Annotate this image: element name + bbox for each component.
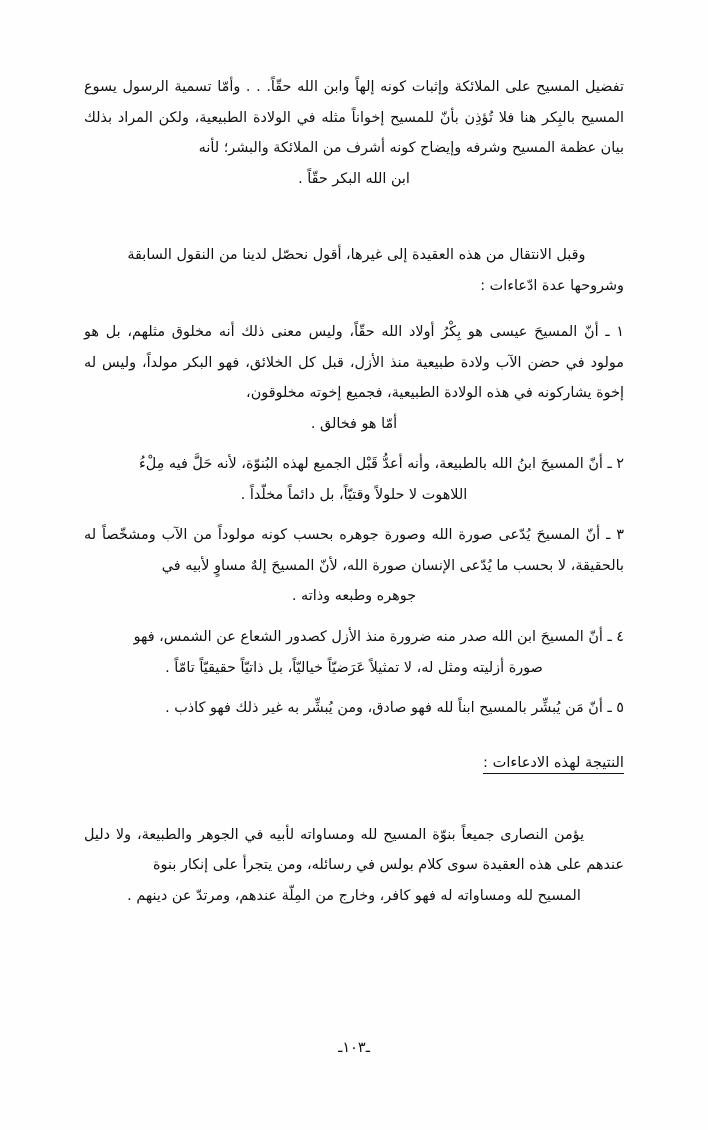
list-item-number: ٣ ـ <box>606 527 624 544</box>
paragraph-intro-text: تفضيل المسيح على الملائكة وإثبات كونه إلهاً وابن الله حقّاً. . . وأمّا تسمية الرسول يسوع المسيح بالبِكر هنا فلا تُؤذِن بأنّ للمسيح إخواناً مثله في الولادة الطبيعية، ولكن المراد بذلك بيان عظمة المسيح وشرفه وإيضاح كونه أشرف من الملائكة والبشر؛ لأنه <box>84 79 624 157</box>
claims-heading-text: النتيجة لهذه الادعاءات : <box>483 754 624 774</box>
list-item-number: ١ ـ <box>605 324 624 341</box>
page-content <box>84 72 624 911</box>
claims-heading <box>84 750 624 776</box>
paragraph-final-tail: المسيح لله ومساواته له فهو كافر، وخارج من المِلّة عندهم، ومرتدّ عن دينهم . <box>127 887 581 904</box>
paragraph-final <box>84 820 624 912</box>
paragraph-second-text: وقبل الانتقال من هذه العقيدة إلى غيرها، أقول نحصّل لدينا من النقول السابقة <box>127 247 586 264</box>
paragraph-second-tail: وشروحها عدة ادّعاءات : <box>480 277 624 294</box>
list-item <box>84 520 624 612</box>
list-item <box>84 622 624 683</box>
list-item-body: أنّ المسيحَ ابن الله صدر منه ضرورة منذ الأزل كصدور الشعاع عن الشمس، فهو <box>133 628 603 645</box>
list-item <box>84 317 624 439</box>
list-item-body: أنّ المسيحَ يُدّعى صورة الله وصورة جوهره بحسب كونه مولوداً من الآب ومشخّصاً له بالحقيقة، لا بحسب ما يُدّعى الإنسان صورة الله، لأنّ المسيحَ إلهٌ مساوٍ لأبيه في <box>84 527 624 574</box>
list-item-tail: أمّا هو فخالق . <box>310 415 398 432</box>
list-item-number: ٤ ـ <box>607 628 624 645</box>
list-item-body: أنّ مَن يُبشِّر بالمسيح ابناً لله فهو صادق، ومن يُبشِّر به غير ذلك فهو كاذب . <box>165 700 603 717</box>
list-item-body: أنّ المسيحَ ابنُ الله بالطبيعة، وأنه أعدُّ قَبْل الجميع لهذه البُنوّة، لأنه حَلَّ فيه مِلْءُ <box>138 456 603 473</box>
list-item <box>84 693 624 724</box>
claims-list <box>84 317 624 723</box>
list-item-body: أنّ المسيحَ عيسى هو بِكْرُ أولاد الله حقّاً، وليس معنى ذلك أنه مخلوق مثلهم، بل هو مولود في حضن الآب ولادة طبيعية منذ الأزل، قبل كل الخلائق، فهو البكر مولداً، وليس له إخوة يشاركونه في هذه الولادة الطبيعية، فجميع إخوته مخلوقون، <box>84 324 624 402</box>
list-item-number: ٥ ـ <box>607 700 624 717</box>
paragraph-intro-last-line: ابن الله البكر حقّاً . <box>298 170 410 187</box>
list-item-tail: صورة أزليته ومثل له، لا تمثيلاً عَرَضيّاً خياليّاً، بل ذاتيّاً حقيقيّاً تامّاً . <box>165 659 543 676</box>
page-number: ـ١٠٣ـ <box>338 1040 370 1056</box>
list-item <box>84 449 624 510</box>
list-item-number: ٢ ـ <box>607 456 624 473</box>
paragraph-intro <box>84 72 624 194</box>
paragraph-final-text: يؤمن النصارى جميعاً بنوّة المسيح لله ومساواته لأبيه في الجوهر والطبيعة، ولا دليل عندهم على هذه العقيدة سوى كلام بولس في رسائله، ومن يتجرأ على إنكار بنوة <box>84 826 624 874</box>
list-item-tail: اللاهوت لا حلولاً وقتيّاً، بل دائماً مخلّداً . <box>240 486 468 503</box>
list-item-tail: جوهره وطبعه وذاته . <box>291 588 417 605</box>
paragraph-second <box>84 240 624 301</box>
